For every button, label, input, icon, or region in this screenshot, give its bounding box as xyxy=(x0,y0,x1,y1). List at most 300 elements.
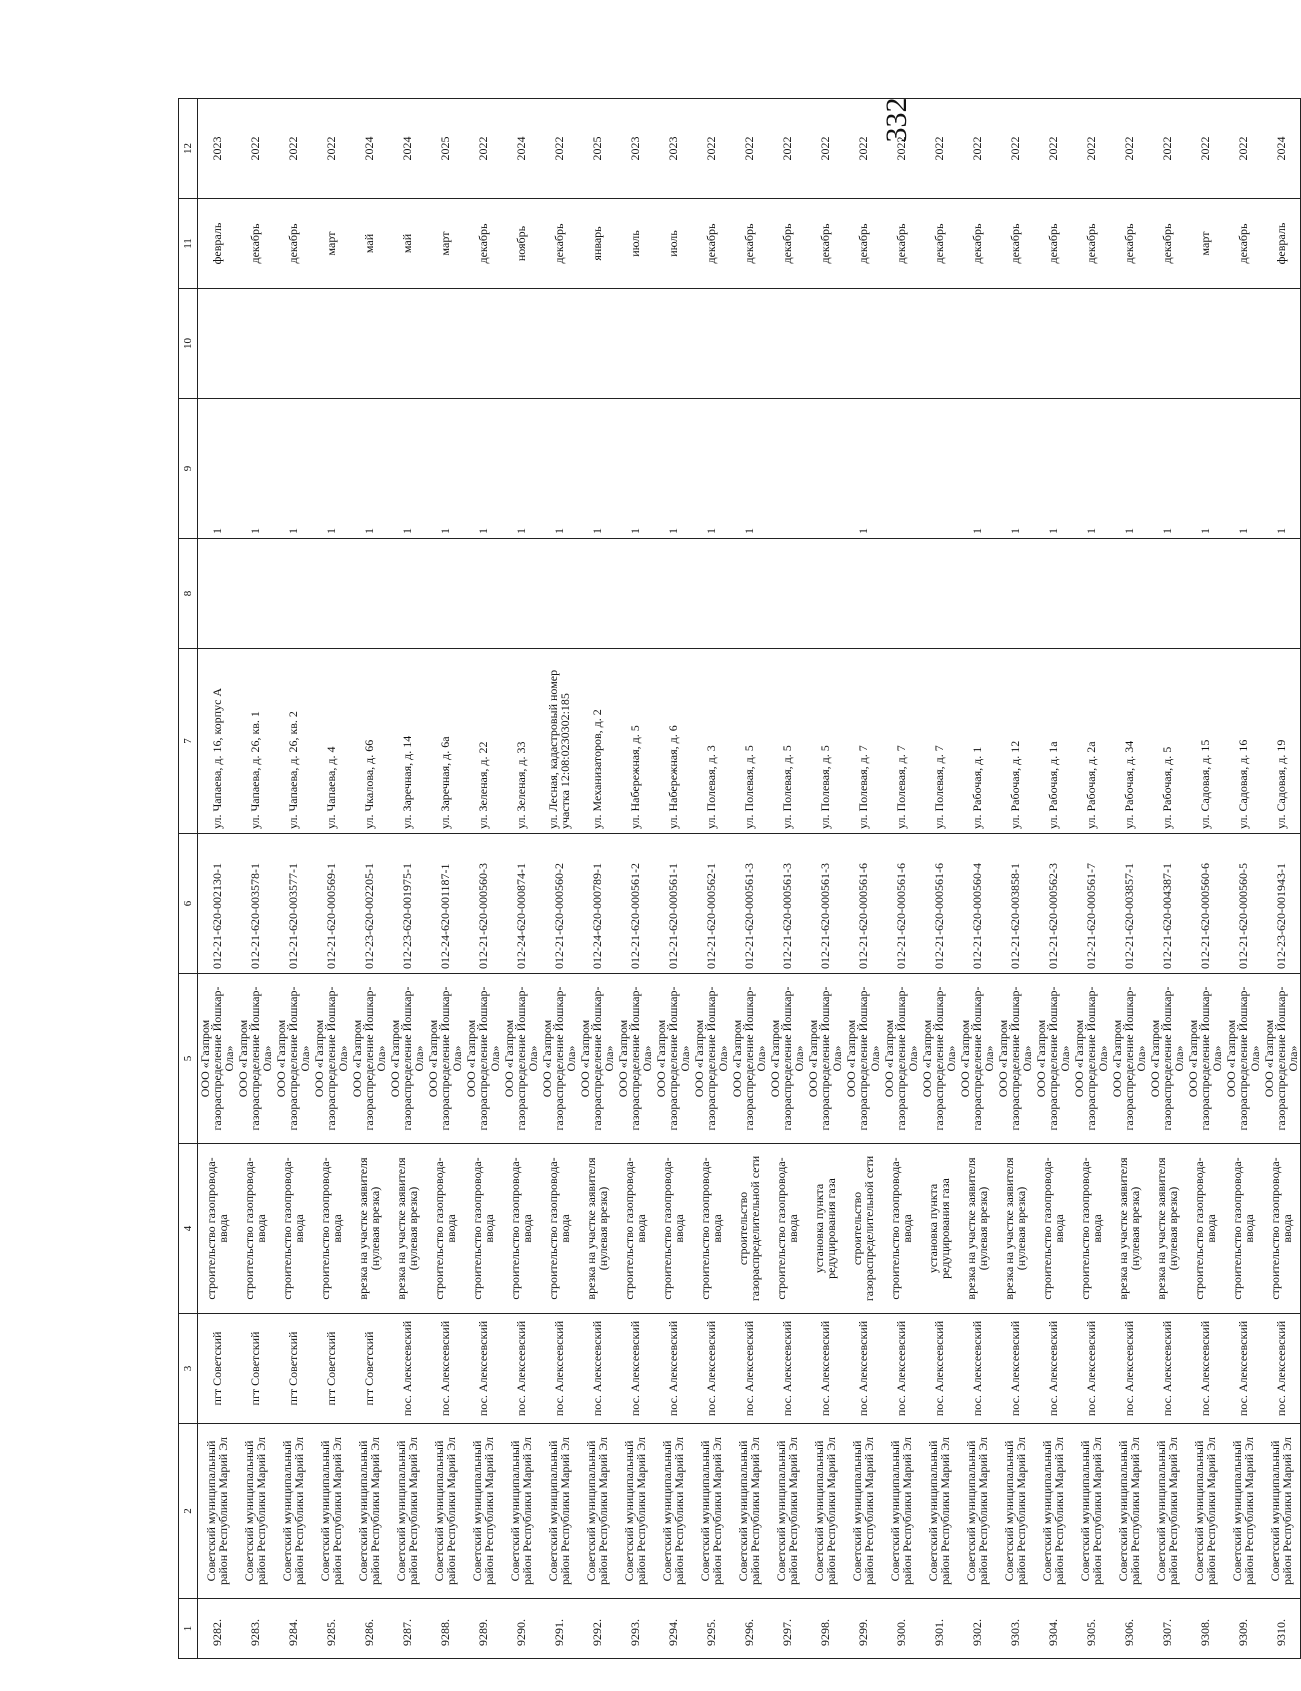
year-cell: 2023 xyxy=(198,99,237,199)
work-type-cell: врезка на участке заявителя (нулевая врезка) xyxy=(350,1144,388,1314)
row-number-cell: 9292. xyxy=(578,1599,616,1659)
row-number-cell: 9299. xyxy=(844,1599,882,1659)
col-10-cell xyxy=(502,289,540,399)
month-cell: декабрь xyxy=(730,199,768,289)
year-cell: 2022 xyxy=(274,99,312,199)
settlement-cell: пос. Алексеевский xyxy=(1148,1314,1186,1424)
month-cell: декабрь xyxy=(844,199,882,289)
district-cell: Советский муниципальный район Республики Марий Эл xyxy=(616,1424,654,1599)
organization-cell: ООО «Газпром газораспределение Йошкар-Ола» xyxy=(844,974,882,1144)
settlement-cell: пос. Алексеевский xyxy=(1262,1314,1301,1424)
table-row xyxy=(198,99,237,1659)
col-10-cell xyxy=(388,289,426,399)
year-cell: 2025 xyxy=(578,99,616,199)
row-number-cell: 9300. xyxy=(882,1599,920,1659)
table-row xyxy=(844,99,882,1659)
col-8-cell xyxy=(996,539,1034,649)
table-row xyxy=(996,99,1034,1659)
address-cell: ул. Рабочая, д. 12 xyxy=(996,649,1034,834)
col-8-cell xyxy=(502,539,540,649)
application-number-cell: 012-21-620-002130-1 xyxy=(198,834,237,974)
organization-cell: ООО «Газпром газораспределение Йошкар-Ола» xyxy=(1224,974,1262,1144)
col-8-cell xyxy=(1034,539,1072,649)
address-cell: ул. Полевая, д. 5 xyxy=(730,649,768,834)
settlement-cell: пос. Алексеевский xyxy=(578,1314,616,1424)
col-8-cell xyxy=(730,539,768,649)
work-type-cell: врезка на участке заявителя (нулевая врезка) xyxy=(1148,1144,1186,1314)
count-cell: 1 xyxy=(844,399,882,539)
col-10-cell xyxy=(654,289,692,399)
count-cell: 1 xyxy=(1148,399,1186,539)
col-10-cell xyxy=(1034,289,1072,399)
address-cell: ул. Полевая, д. 7 xyxy=(882,649,920,834)
table-row xyxy=(1110,99,1148,1659)
district-cell: Советский муниципальный район Республики Марий Эл xyxy=(236,1424,274,1599)
col-8-cell xyxy=(1110,539,1148,649)
month-cell: декабрь xyxy=(236,199,274,289)
organization-cell: ООО «Газпром газораспределение Йошкар-Ола» xyxy=(882,974,920,1144)
rotated-table-wrapper xyxy=(178,99,1300,1659)
col-8-cell xyxy=(198,539,237,649)
work-type-cell: строительство газопровода-ввода xyxy=(654,1144,692,1314)
application-number-cell: 012-21-620-000561-6 xyxy=(882,834,920,974)
col-10-cell xyxy=(198,289,237,399)
address-cell: ул. Полевая, д. 5 xyxy=(768,649,806,834)
settlement-cell: пос. Алексеевский xyxy=(1110,1314,1148,1424)
address-cell: ул. Полевая, д. 5 xyxy=(806,649,844,834)
organization-cell: ООО «Газпром газораспределение Йошкар-Ола» xyxy=(768,974,806,1144)
header-row xyxy=(179,99,198,1659)
table-body xyxy=(198,99,1301,1659)
application-number-cell: 012-24-620-000874-1 xyxy=(502,834,540,974)
col-8-cell xyxy=(1148,539,1186,649)
col-10-cell xyxy=(1262,289,1301,399)
organization-cell: ООО «Газпром газораспределение Йошкар-Ола» xyxy=(198,974,237,1144)
settlement-cell: пгт Советский xyxy=(236,1314,274,1424)
month-cell: декабрь xyxy=(882,199,920,289)
row-number-cell: 9297. xyxy=(768,1599,806,1659)
col-8-cell xyxy=(616,539,654,649)
organization-cell: ООО «Газпром газораспределение Йошкар-Ола» xyxy=(578,974,616,1144)
col-8-cell xyxy=(806,539,844,649)
table-row xyxy=(1186,99,1224,1659)
district-cell: Советский муниципальный район Республики Марий Эл xyxy=(464,1424,502,1599)
year-cell: 2022 xyxy=(958,99,996,199)
address-cell: ул. Полевая, д. 7 xyxy=(844,649,882,834)
district-cell: Советский муниципальный район Республики Марий Эл xyxy=(540,1424,578,1599)
count-cell: 1 xyxy=(996,399,1034,539)
application-number-cell: 012-21-620-000561-2 xyxy=(616,834,654,974)
row-number-cell: 9295. xyxy=(692,1599,730,1659)
month-cell: декабрь xyxy=(1034,199,1072,289)
district-cell: Советский муниципальный район Республики Марий Эл xyxy=(198,1424,237,1599)
address-cell: ул. Чапаева, д. 26, кв. 2 xyxy=(274,649,312,834)
month-cell: ноябрь xyxy=(502,199,540,289)
settlement-cell: пос. Алексеевский xyxy=(616,1314,654,1424)
district-cell: Советский муниципальный район Республики Марий Эл xyxy=(692,1424,730,1599)
month-cell: декабрь xyxy=(996,199,1034,289)
row-number-cell: 9283. xyxy=(236,1599,274,1659)
count-cell: 1 xyxy=(616,399,654,539)
application-number-cell: 012-24-620-000789-1 xyxy=(578,834,616,974)
application-number-cell: 012-21-620-000560-4 xyxy=(958,834,996,974)
row-number-cell: 9290. xyxy=(502,1599,540,1659)
district-cell: Советский муниципальный район Республики Марий Эл xyxy=(1148,1424,1186,1599)
district-cell: Советский муниципальный район Республики Марий Эл xyxy=(1186,1424,1224,1599)
col-8-cell xyxy=(1186,539,1224,649)
row-number-cell: 9285. xyxy=(312,1599,350,1659)
application-number-cell: 012-21-620-003858-1 xyxy=(996,834,1034,974)
district-cell: Советский муниципальный район Республики Марий Эл xyxy=(882,1424,920,1599)
work-type-cell: врезка на участке заявителя (нулевая врезка) xyxy=(388,1144,426,1314)
work-type-cell: строительство газопровода-ввода xyxy=(1262,1144,1301,1314)
column-header: 6 xyxy=(179,834,198,974)
work-type-cell: строительство газопровода-ввода xyxy=(1224,1144,1262,1314)
district-cell: Советский муниципальный район Республики Марий Эл xyxy=(426,1424,464,1599)
work-type-cell: строительство газораспределительной сети xyxy=(844,1144,882,1314)
year-cell: 2022 xyxy=(882,99,920,199)
year-cell: 2024 xyxy=(350,99,388,199)
district-cell: Советский муниципальный район Республики Марий Эл xyxy=(578,1424,616,1599)
address-cell: ул. Лесная, кадастровый номер участка 12:08:0230302:185 xyxy=(540,649,578,834)
year-cell: 2022 xyxy=(844,99,882,199)
row-number-cell: 9310. xyxy=(1262,1599,1301,1659)
address-cell: ул. Чапаева, д. 26, кв. 1 xyxy=(236,649,274,834)
settlement-cell: пос. Алексеевский xyxy=(920,1314,958,1424)
count-cell: 1 xyxy=(1262,399,1301,539)
col-8-cell xyxy=(274,539,312,649)
col-10-cell xyxy=(426,289,464,399)
table-row xyxy=(388,99,426,1659)
settlement-cell: пос. Алексеевский xyxy=(692,1314,730,1424)
count-cell: 1 xyxy=(426,399,464,539)
settlement-cell: пос. Алексеевский xyxy=(464,1314,502,1424)
table-row xyxy=(312,99,350,1659)
year-cell: 2022 xyxy=(692,99,730,199)
column-header: 12 xyxy=(179,99,198,199)
district-cell: Советский муниципальный район Республики Марий Эл xyxy=(996,1424,1034,1599)
application-number-cell: 012-21-620-000562-3 xyxy=(1034,834,1072,974)
address-cell: ул. Рабочая, д. 2а xyxy=(1072,649,1110,834)
table-row xyxy=(350,99,388,1659)
col-10-cell xyxy=(236,289,274,399)
col-10-cell xyxy=(578,289,616,399)
settlement-cell: пос. Алексеевский xyxy=(654,1314,692,1424)
application-number-cell: 012-21-620-003577-1 xyxy=(274,834,312,974)
month-cell: март xyxy=(312,199,350,289)
address-cell: ул. Механизаторов, д. 2 xyxy=(578,649,616,834)
district-cell: Советский муниципальный район Республики Марий Эл xyxy=(730,1424,768,1599)
organization-cell: ООО «Газпром газораспределение Йошкар-Ола» xyxy=(958,974,996,1144)
work-type-cell: строительство газопровода-ввода xyxy=(1186,1144,1224,1314)
application-number-cell: 012-24-620-001187-1 xyxy=(426,834,464,974)
address-cell: ул. Набережная, д. 5 xyxy=(616,649,654,834)
application-number-cell: 012-23-620-001943-1 xyxy=(1262,834,1301,974)
col-10-cell xyxy=(540,289,578,399)
col-10-cell xyxy=(1224,289,1262,399)
year-cell: 2022 xyxy=(920,99,958,199)
year-cell: 2023 xyxy=(654,99,692,199)
year-cell: 2022 xyxy=(236,99,274,199)
address-cell: ул. Заречная, д. 6а xyxy=(426,649,464,834)
col-8-cell xyxy=(312,539,350,649)
address-cell: ул. Зеленая, д. 33 xyxy=(502,649,540,834)
organization-cell: ООО «Газпром газораспределение Йошкар-Ола» xyxy=(920,974,958,1144)
year-cell: 2022 xyxy=(1148,99,1186,199)
column-header: 4 xyxy=(179,1144,198,1314)
organization-cell: ООО «Газпром газораспределение Йошкар-Ола» xyxy=(1110,974,1148,1144)
application-number-cell: 012-21-620-004387-1 xyxy=(1148,834,1186,974)
col-10-cell xyxy=(312,289,350,399)
organization-cell: ООО «Газпром газораспределение Йошкар-Ола» xyxy=(730,974,768,1144)
count-cell: 1 xyxy=(236,399,274,539)
work-type-cell: строительство газопровода-ввода xyxy=(274,1144,312,1314)
count-cell: 1 xyxy=(464,399,502,539)
column-header: 11 xyxy=(179,199,198,289)
organization-cell: ООО «Газпром газораспределение Йошкар-Ола» xyxy=(350,974,388,1144)
work-type-cell: врезка на участке заявителя (нулевая врезка) xyxy=(1110,1144,1148,1314)
month-cell: февраль xyxy=(198,199,237,289)
month-cell: май xyxy=(350,199,388,289)
settlement-cell: пос. Алексеевский xyxy=(502,1314,540,1424)
column-header: 9 xyxy=(179,399,198,539)
district-cell: Советский муниципальный район Республики Марий Эл xyxy=(388,1424,426,1599)
settlement-cell: пос. Алексеевский xyxy=(806,1314,844,1424)
settlement-cell: пос. Алексеевский xyxy=(996,1314,1034,1424)
col-10-cell xyxy=(1186,289,1224,399)
col-8-cell xyxy=(388,539,426,649)
application-number-cell: 012-21-620-000561-7 xyxy=(1072,834,1110,974)
count-cell: 1 xyxy=(730,399,768,539)
year-cell: 2022 xyxy=(768,99,806,199)
address-cell: ул. Рабочая, д. 5 xyxy=(1148,649,1186,834)
work-type-cell: строительство газопровода-ввода xyxy=(236,1144,274,1314)
district-cell: Советский муниципальный район Республики Марий Эл xyxy=(768,1424,806,1599)
col-10-cell xyxy=(350,289,388,399)
settlement-cell: пос. Алексеевский xyxy=(1072,1314,1110,1424)
count-cell: 1 xyxy=(312,399,350,539)
col-8-cell xyxy=(844,539,882,649)
application-number-cell: 012-21-620-000561-3 xyxy=(730,834,768,974)
year-cell: 2022 xyxy=(996,99,1034,199)
col-8-cell xyxy=(540,539,578,649)
month-cell: декабрь xyxy=(1224,199,1262,289)
row-number-cell: 9307. xyxy=(1148,1599,1186,1659)
col-10-cell xyxy=(274,289,312,399)
application-number-cell: 012-21-620-000561-3 xyxy=(768,834,806,974)
col-8-cell xyxy=(236,539,274,649)
address-cell: ул. Чапаева, д. 16, корпус А xyxy=(198,649,237,834)
row-number-cell: 9291. xyxy=(540,1599,578,1659)
application-number-cell: 012-21-620-000561-3 xyxy=(806,834,844,974)
year-cell: 2022 xyxy=(1072,99,1110,199)
work-type-cell: строительство газопровода-ввода xyxy=(616,1144,654,1314)
count-cell: 1 xyxy=(540,399,578,539)
month-cell: декабрь xyxy=(692,199,730,289)
application-number-cell: 012-21-620-000561-6 xyxy=(920,834,958,974)
month-cell: декабрь xyxy=(920,199,958,289)
table-row xyxy=(882,99,920,1659)
settlement-cell: пос. Алексеевский xyxy=(844,1314,882,1424)
col-10-cell xyxy=(1110,289,1148,399)
column-header: 10 xyxy=(179,289,198,399)
row-number-cell: 9294. xyxy=(654,1599,692,1659)
col-10-cell xyxy=(464,289,502,399)
column-header: 8 xyxy=(179,539,198,649)
col-10-cell xyxy=(1072,289,1110,399)
work-type-cell: строительство газопровода-ввода xyxy=(692,1144,730,1314)
district-cell: Советский муниципальный район Республики Марий Эл xyxy=(806,1424,844,1599)
organization-cell: ООО «Газпром газораспределение Йошкар-Ола» xyxy=(616,974,654,1144)
settlement-cell: пгт Советский xyxy=(350,1314,388,1424)
table-row xyxy=(1224,99,1262,1659)
organization-cell: ООО «Газпром газораспределение Йошкар-Ола» xyxy=(502,974,540,1144)
year-cell: 2022 xyxy=(312,99,350,199)
table-row xyxy=(1072,99,1110,1659)
month-cell: декабрь xyxy=(1148,199,1186,289)
district-cell: Советский муниципальный район Республики Марий Эл xyxy=(1110,1424,1148,1599)
address-cell: ул. Садовая, д. 19 xyxy=(1262,649,1301,834)
count-cell xyxy=(882,399,920,539)
application-number-cell: 012-21-620-000560-6 xyxy=(1186,834,1224,974)
work-type-cell: строительство газораспределительной сети xyxy=(730,1144,768,1314)
organization-cell: ООО «Газпром газораспределение Йошкар-Ола» xyxy=(274,974,312,1144)
column-header: 7 xyxy=(179,649,198,834)
district-cell: Советский муниципальный район Республики Марий Эл xyxy=(274,1424,312,1599)
settlement-cell: пос. Алексеевский xyxy=(426,1314,464,1424)
application-number-cell: 012-21-620-000560-2 xyxy=(540,834,578,974)
application-number-cell: 012-21-620-000561-6 xyxy=(844,834,882,974)
month-cell: февраль xyxy=(1262,199,1301,289)
count-cell: 1 xyxy=(1110,399,1148,539)
address-cell: ул. Рабочая, д. 34 xyxy=(1110,649,1148,834)
month-cell: январь xyxy=(578,199,616,289)
count-cell xyxy=(806,399,844,539)
year-cell: 2023 xyxy=(616,99,654,199)
column-header: 2 xyxy=(179,1424,198,1599)
col-10-cell xyxy=(996,289,1034,399)
row-number-cell: 9308. xyxy=(1186,1599,1224,1659)
organization-cell: ООО «Газпром газораспределение Йошкар-Ола» xyxy=(1186,974,1224,1144)
table-row xyxy=(920,99,958,1659)
organization-cell: ООО «Газпром газораспределение Йошкар-Ола» xyxy=(464,974,502,1144)
organization-cell: ООО «Газпром газораспределение Йошкар-Ола» xyxy=(1072,974,1110,1144)
row-number-cell: 9309. xyxy=(1224,1599,1262,1659)
work-type-cell: строительство газопровода-ввода xyxy=(198,1144,237,1314)
col-8-cell xyxy=(768,539,806,649)
application-number-cell: 012-21-620-000560-3 xyxy=(464,834,502,974)
row-number-cell: 9284. xyxy=(274,1599,312,1659)
table-row xyxy=(274,99,312,1659)
month-cell: декабрь xyxy=(464,199,502,289)
table-row xyxy=(768,99,806,1659)
settlement-cell: пос. Алексеевский xyxy=(1034,1314,1072,1424)
table-row xyxy=(730,99,768,1659)
work-type-cell: строительство газопровода-ввода xyxy=(768,1144,806,1314)
address-cell: ул. Полевая, д. 3 xyxy=(692,649,730,834)
col-8-cell xyxy=(692,539,730,649)
col-10-cell xyxy=(1148,289,1186,399)
year-cell: 2022 xyxy=(1186,99,1224,199)
work-type-cell: строительство газопровода-ввода xyxy=(1072,1144,1110,1314)
gas-connection-table xyxy=(178,98,1301,1659)
row-number-cell: 9296. xyxy=(730,1599,768,1659)
district-cell: Советский муниципальный район Республики Марий Эл xyxy=(1262,1424,1301,1599)
month-cell: декабрь xyxy=(806,199,844,289)
row-number-cell: 9302. xyxy=(958,1599,996,1659)
month-cell: июль xyxy=(654,199,692,289)
month-cell: март xyxy=(426,199,464,289)
application-number-cell: 012-21-620-000561-1 xyxy=(654,834,692,974)
column-header: 5 xyxy=(179,974,198,1144)
count-cell xyxy=(920,399,958,539)
organization-cell: ООО «Газпром газораспределение Йошкар-Ола» xyxy=(540,974,578,1144)
col-8-cell xyxy=(882,539,920,649)
settlement-cell: пгт Советский xyxy=(198,1314,237,1424)
work-type-cell: строительство газопровода-ввода xyxy=(464,1144,502,1314)
col-8-cell xyxy=(1224,539,1262,649)
district-cell: Советский муниципальный район Республики Марий Эл xyxy=(1072,1424,1110,1599)
work-type-cell: строительство газопровода-ввода xyxy=(540,1144,578,1314)
col-8-cell xyxy=(350,539,388,649)
count-cell xyxy=(768,399,806,539)
address-cell: ул. Зеленая, д. 22 xyxy=(464,649,502,834)
district-cell: Советский муниципальный район Республики Марий Эл xyxy=(312,1424,350,1599)
year-cell: 2022 xyxy=(806,99,844,199)
row-number-cell: 9301. xyxy=(920,1599,958,1659)
table-row xyxy=(1034,99,1072,1659)
count-cell: 1 xyxy=(1186,399,1224,539)
page-number: 332 xyxy=(880,97,913,143)
col-10-cell xyxy=(692,289,730,399)
settlement-cell: пос. Алексеевский xyxy=(958,1314,996,1424)
col-10-cell xyxy=(844,289,882,399)
table-row xyxy=(806,99,844,1659)
month-cell: май xyxy=(388,199,426,289)
organization-cell: ООО «Газпром газораспределение Йошкар-Ола» xyxy=(654,974,692,1144)
table-row xyxy=(540,99,578,1659)
count-cell: 1 xyxy=(1072,399,1110,539)
organization-cell: ООО «Газпром газораспределение Йошкар-Ола» xyxy=(692,974,730,1144)
col-8-cell xyxy=(958,539,996,649)
settlement-cell: пос. Алексеевский xyxy=(1224,1314,1262,1424)
table-row xyxy=(692,99,730,1659)
address-cell: ул. Рабочая, д. 1а xyxy=(1034,649,1072,834)
settlement-cell: пос. Алексеевский xyxy=(730,1314,768,1424)
table-row xyxy=(578,99,616,1659)
address-cell: ул. Чапаева, д. 4 xyxy=(312,649,350,834)
work-type-cell: строительство газопровода-ввода xyxy=(426,1144,464,1314)
application-number-cell: 012-21-620-003578-1 xyxy=(236,834,274,974)
col-10-cell xyxy=(806,289,844,399)
work-type-cell: врезка на участке заявителя (нулевая врезка) xyxy=(958,1144,996,1314)
organization-cell: ООО «Газпром газораспределение Йошкар-Ола» xyxy=(388,974,426,1144)
count-cell: 1 xyxy=(958,399,996,539)
address-cell: ул. Полевая, д. 7 xyxy=(920,649,958,834)
work-type-cell: строительство газопровода-ввода xyxy=(1034,1144,1072,1314)
table-row xyxy=(1148,99,1186,1659)
table-row xyxy=(654,99,692,1659)
count-cell: 1 xyxy=(1224,399,1262,539)
row-number-cell: 9306. xyxy=(1110,1599,1148,1659)
year-cell: 2024 xyxy=(1262,99,1301,199)
row-number-cell: 9287. xyxy=(388,1599,426,1659)
settlement-cell: пос. Алексеевский xyxy=(882,1314,920,1424)
district-cell: Советский муниципальный район Республики Марий Эл xyxy=(1034,1424,1072,1599)
row-number-cell: 9305. xyxy=(1072,1599,1110,1659)
col-8-cell xyxy=(654,539,692,649)
address-cell: ул. Садовая, д. 15 xyxy=(1186,649,1224,834)
